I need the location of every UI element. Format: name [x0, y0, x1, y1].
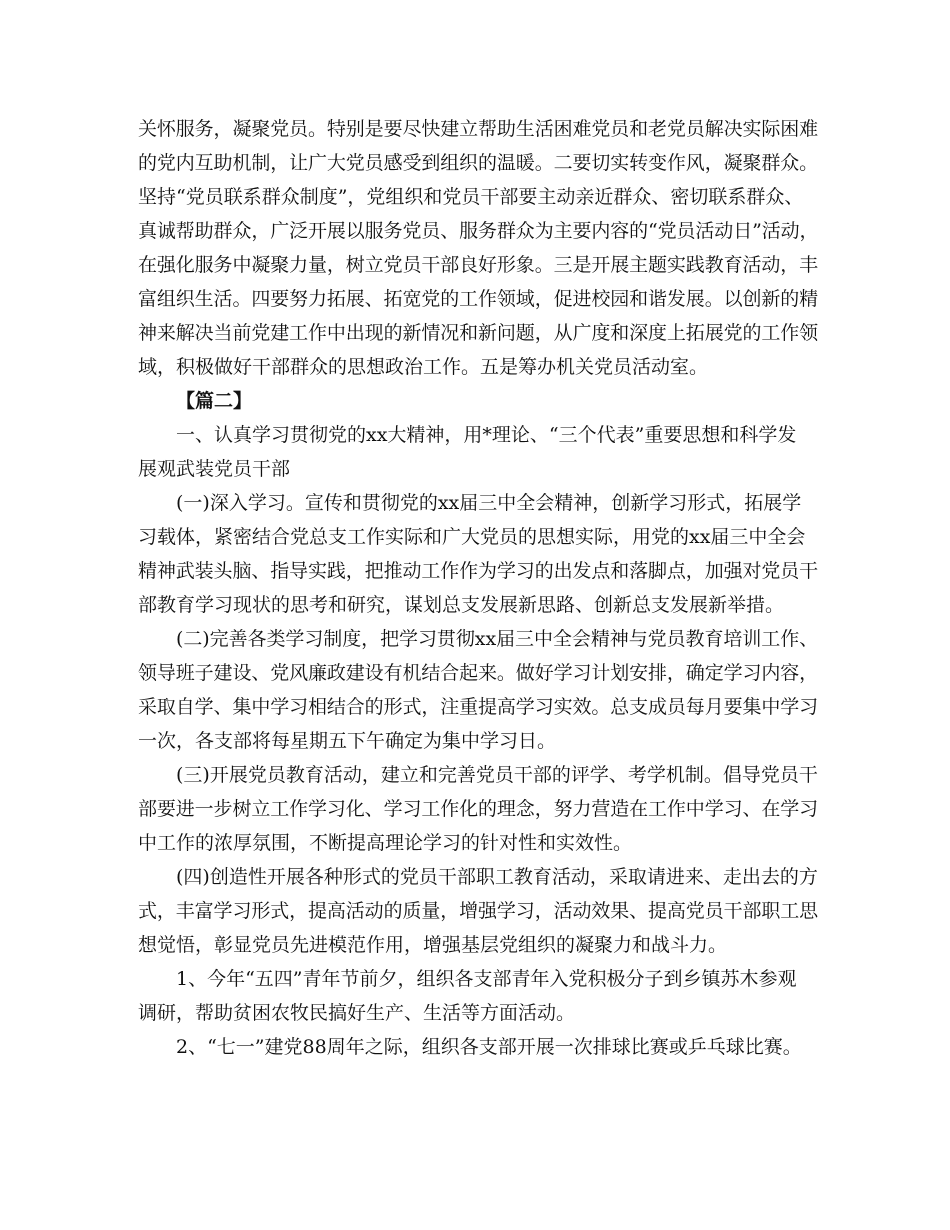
- text-line: 式，丰富学习形式，提高活动的质量，增强学习，活动效果、提高党员干部职工思: [138, 900, 819, 922]
- text-line: 领导班子建设、党风廉政建设有机结合起来。做好学习计划安排，确定学习内容，: [138, 662, 819, 684]
- text-line: 习载体，紧密结合党总支工作实际和广大党员的思想实际，用党的xx届三中全会: [138, 526, 806, 548]
- text-line: (三)开展党员教育活动，建立和完善党员干部的评学、考学机制。倡导党员干: [176, 764, 818, 786]
- text-line: 2、“七一”建党88周年之际，组织各支部开展一次排球比赛或乒乓球比赛。: [176, 1036, 802, 1058]
- text-line: 在强化服务中凝聚力量，树立党员干部良好形象。三是开展主题实践教育活动，丰: [138, 254, 819, 276]
- text-line: 坚持“党员联系群众制度”，党组织和党员干部要主动亲近群众、密切联系群众、: [138, 186, 804, 208]
- text-line: 神来解决当前党建工作中出现的新情况和新问题，从广度和深度上拓展党的工作领: [138, 322, 819, 344]
- text-line: 调研，帮助贫困农牧民搞好生产、生活等方面活动。: [138, 1002, 576, 1024]
- text-line: 一、认真学习贯彻党的xx大精神，用*理论、“三个代表”重要思想和科学发: [176, 424, 797, 446]
- text-line: 想觉悟，彰显党员先进模范作用，增强基层党组织的凝聚力和战斗力。: [138, 934, 728, 956]
- text-line: 一次，各支部将每星期五下午确定为集中学习日。: [138, 730, 557, 752]
- text-line: 域，积极做好干部群众的思想政治工作。五是筹办机关党员活动室。: [138, 356, 709, 378]
- text-line: 真诚帮助群众，广泛开展以服务党员、服务群众为主要内容的“党员活动日”活动，: [138, 220, 819, 242]
- text-line: 的党内互助机制，让广大党员感受到组织的温暖。二要切实转变作风，凝聚群众。: [138, 152, 819, 174]
- text-line: 精神武装头脑、指导实践，把推动工作作为学习的出发点和落脚点，加强对党员干: [138, 560, 819, 582]
- text-line: 中工作的浓厚氛围，不断提高理论学习的针对性和实效性。: [138, 832, 633, 854]
- text-line: (四)创造性开展各种形式的党员干部职工教育活动，采取请进来、走出去的方: [176, 866, 818, 888]
- text-line: (二)完善各类学习制度，把学习贯彻xx届三中全会精神与党员教育培训工作、: [176, 628, 819, 650]
- text-line: 部教育学习现状的思考和研究，谋划总支发展新思路、创新总支发展新举措。: [138, 594, 785, 616]
- text-line: 展观武装党员干部: [138, 458, 291, 480]
- text-line: 关怀服务，凝聚党员。特别是要尽快建立帮助生活困难党员和老党员解决实际困难: [138, 118, 819, 140]
- text-line: (一)深入学习。宣传和贯彻党的xx届三中全会精神，创新学习形式，拓展学: [176, 492, 802, 514]
- text-line: 1、今年“五四”青年节前夕，组织各支部青年入党积极分子到乡镇苏木参观: [176, 968, 797, 990]
- section-heading: 【篇二】: [176, 390, 253, 412]
- text-line: 部要进一步树立工作学习化、学习工作化的理念，努力营造在工作中学习、在学习: [138, 798, 819, 820]
- text-line: 富组织生活。四要努力拓展、拓宽党的工作领域，促进校园和谐发展。以创新的精: [138, 288, 819, 310]
- document-page: [138, 112, 818, 1064]
- text-line: 采取自学、集中学习相结合的形式，注重提高学习实效。总支成员每月要集中学习: [138, 696, 819, 718]
